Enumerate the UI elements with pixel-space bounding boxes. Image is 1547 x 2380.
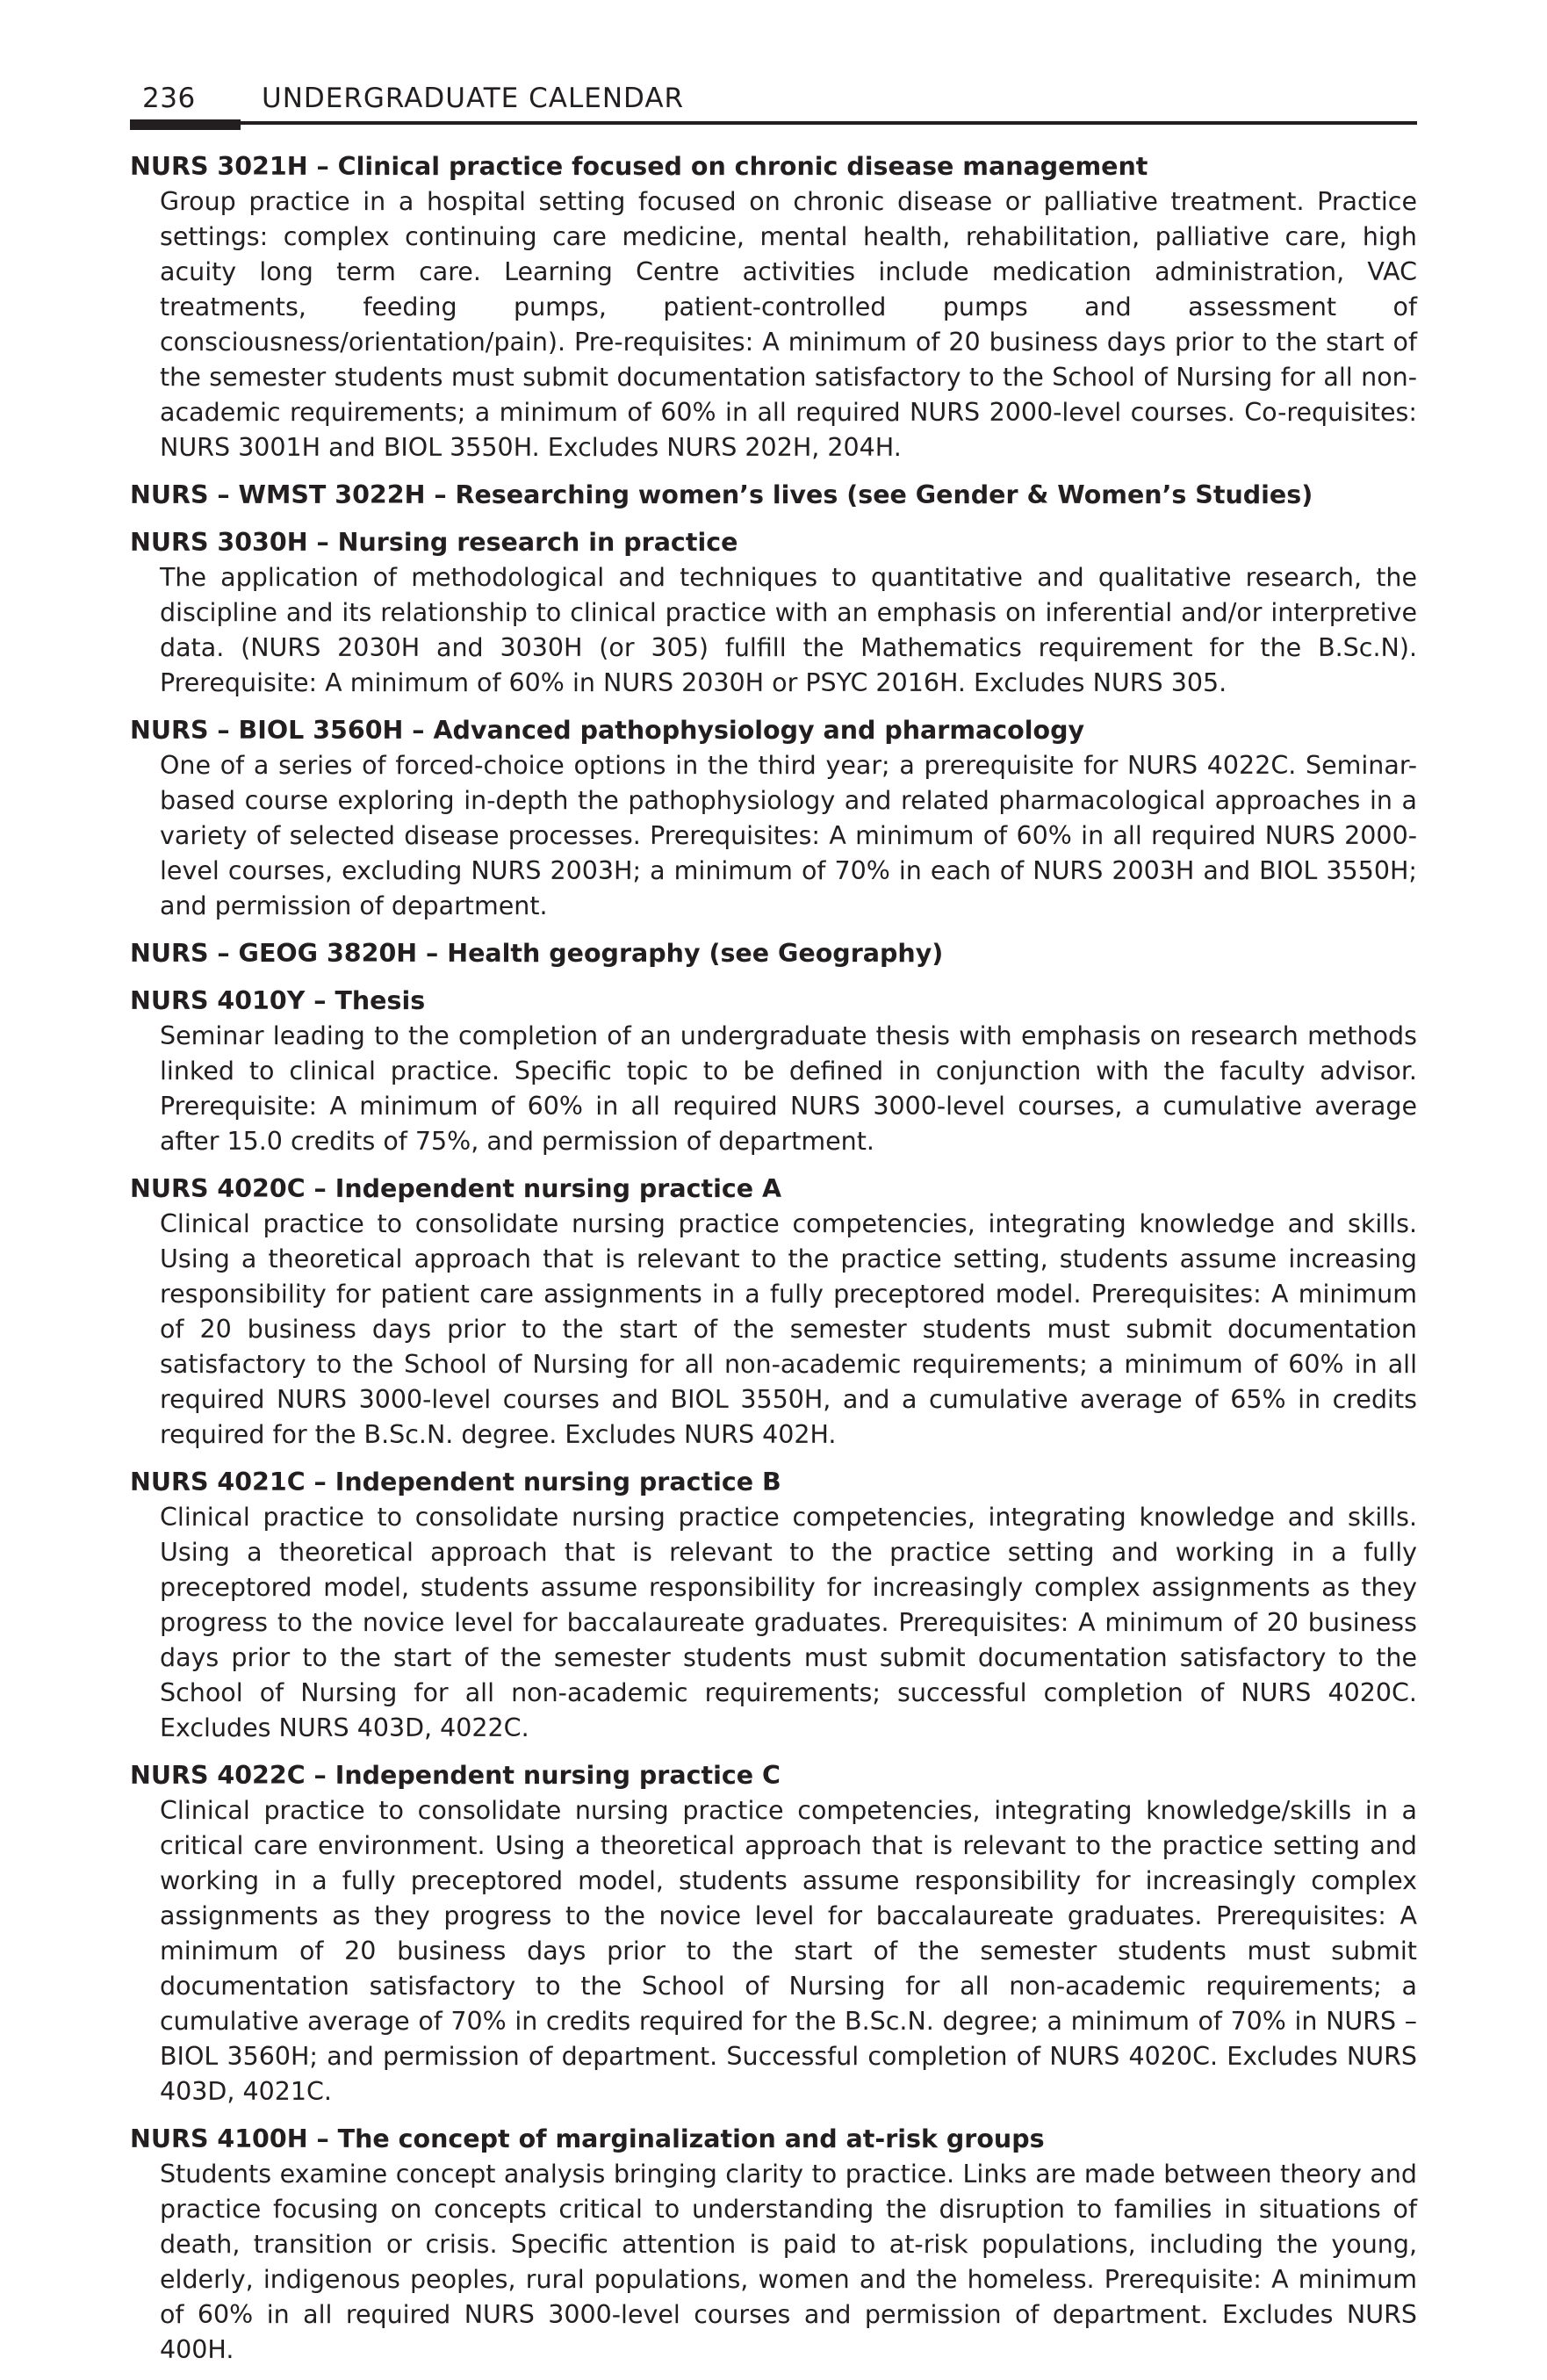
running-title: UNDERGRADUATE CALENDAR — [262, 83, 685, 114]
course-entry — [130, 1758, 1417, 2110]
course-description: Clinical practice to consolidate nursing practice competencies, integrating knowledge/skills in a critical care environment. Using a theoretical approach that is relevant to the practice setting and working in a fully preceptored model, students assume responsibility for increasingly complex assignments as they progress to the novice level for baccalaureate graduates. Prerequisites: A minimum of 20 business days prior to the start of the semester students must submit documentation satisfactory to the School of Nursing for all non-academic requirements; a cumulative average of 70% in credits required for the B.Sc.N. degree; a minimum of 70% in NURS – BIOL 3560H; and permission of department. Successful completion of NURS 4020C. Excludes NURS 403D, 4021C. — [160, 1796, 1417, 2106]
course-description: Seminar leading to the completion of an undergraduate thesis with emphasis on research methods linked to clinical practice. Specific topic to be defined in conjunction with the faculty advisor. Prerequisite: A minimum of 60% in all required NURS 3000-level courses, a cumulative average after 15.0 credits of 75%, and permission of department. — [160, 1021, 1417, 1156]
course-list — [130, 149, 1417, 2380]
header-rule-tab — [130, 119, 241, 130]
course-entry — [130, 149, 1417, 465]
course-entry — [130, 478, 1417, 513]
page-header — [0, 0, 1547, 141]
course-entry — [130, 525, 1417, 701]
course-entry — [130, 1465, 1417, 1746]
course-description: Students examine concept analysis bringing clarity to practice. Links are made between theory and practice focusing on concepts critical to understanding the disruption to families in situations of death, transition or crisis. Specific attention is paid to at-risk populations, including the young, elderly, indigenous peoples, rural populations, women and the homeless. Prerequisite: A minimum of 60% in all required NURS 3000-level courses and permission of department. Excludes NURS 400H. — [160, 2160, 1417, 2364]
course-description: One of a series of forced-choice options in the third year; a prerequisite for NURS 4022C. Seminar-based course exploring in-depth the pathophysiology and related pharmacological approaches in a variety of selected disease processes. Prerequisites: A minimum of 60% in all required NURS 2000-level courses, excluding NURS 2003H; a minimum of 70% in each of NURS 2003H and BIOL 3550H; and permission of department. — [160, 751, 1417, 920]
header-rule — [130, 121, 1417, 125]
course-title: NURS 3030H – Nursing research in practice — [130, 528, 738, 557]
course-description: Clinical practice to consolidate nursing practice competencies, integrating knowledge and skills. Using a theoretical approach that is relevant to the practice setting and working in a fully preceptored model, students assume responsibility for increasingly complex assignments as they progress to the novice level for baccalaureate graduates. Prerequisites: A minimum of 20 business days prior to the start of the semester students must submit documentation satisfactory to the School of Nursing for all non-academic requirements; successful completion of NURS 4020C. Excludes NURS 403D, 4022C. — [160, 1503, 1417, 1742]
course-title: NURS 4020C – Independent nursing practice A — [130, 1174, 782, 1203]
course-description: Clinical practice to consolidate nursing practice competencies, integrating knowledge and skills. Using a theoretical approach that is relevant to the practice setting, students assume increasing responsibility for patient care assignments in a fully preceptored model. Prerequisites: A minimum of 20 business days prior to the start of the semester students must submit documentation satisfactory to the School of Nursing for all non-academic requirements; a minimum of 60% in all required NURS 3000-level courses and BIOL 3550H, and a cumulative average of 65% in credits required for the B.Sc.N. degree. Excludes NURS 402H. — [160, 1209, 1417, 1449]
course-entry — [130, 1172, 1417, 1453]
course-title: NURS 4021C – Independent nursing practice B — [130, 1468, 781, 1497]
course-entry — [130, 936, 1417, 971]
course-description: Group practice in a hospital setting focused on chronic disease or palliative treatment. Practice settings: complex continuing care medicine, mental health, rehabilitation, palliative care, high acuity long term care. Learning Centre activities include medication administration, VAC treatments, feeding pumps, patient-controlled pumps and assessment of consciousness/orientation/pain). Pre-requisites: A minimum of 20 business days prior to the start of the semester students must submit documentation satisfactory to the School of Nursing for all non-academic requirements; a minimum of 60% in all required NURS 2000-level courses. Co-requisites: NURS 3001H and BIOL 3550H. Excludes NURS 202H, 204H. — [160, 187, 1417, 462]
course-entry — [130, 984, 1417, 1159]
course-title: NURS – BIOL 3560H – Advanced pathophysiology and pharmacology — [130, 716, 1085, 745]
course-entry — [130, 713, 1417, 924]
course-title: NURS 4010Y – Thesis — [130, 986, 426, 1015]
course-title: NURS – GEOG 3820H – Health geography (see Geography) — [130, 939, 944, 968]
course-description: The application of methodological and techniques to quantitative and qualitative research, the discipline and its relationship to clinical practice with an emphasis on inferential and/or interpretive data. (NURS 2030H and 3030H (or 305) fulfill the Mathematics requirement for the B.Sc.N). Prerequisite: A minimum of 60% in NURS 2030H or PSYC 2016H. Excludes NURS 305. — [160, 563, 1417, 697]
page-number: 236 — [142, 83, 196, 114]
course-title: NURS – WMST 3022H – Researching women’s lives (see Gender & Women’s Studies) — [130, 480, 1313, 509]
course-entry — [130, 2122, 1417, 2368]
course-title: NURS 4100H – The concept of marginalization and at-risk groups — [130, 2124, 1045, 2153]
course-title: NURS 3021H – Clinical practice focused on chronic disease management — [130, 152, 1148, 181]
course-title: NURS 4022C – Independent nursing practice C — [130, 1761, 781, 1790]
